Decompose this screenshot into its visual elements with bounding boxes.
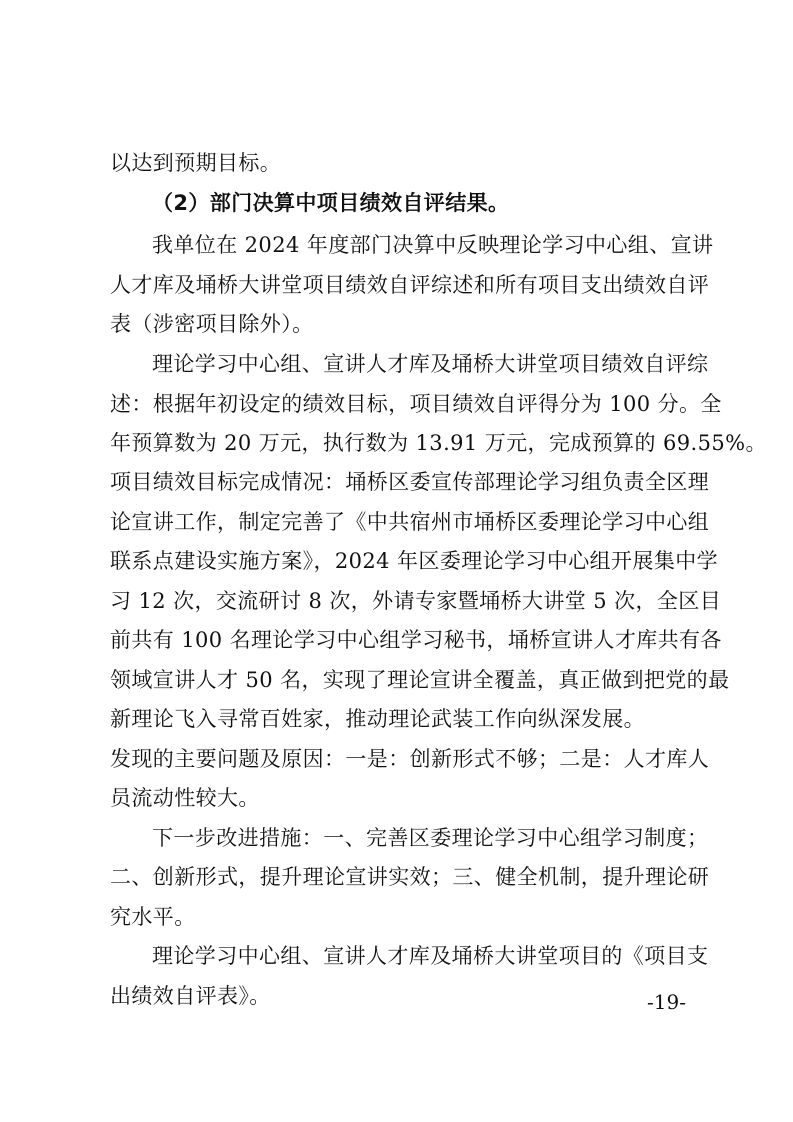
text-line: 下一步改进措施：一、完善区委理论学习中心组学习制度； — [152, 826, 709, 850]
text-line: 我单位在 2024 年度部门决算中反映理论学习中心组、宣讲 — [152, 233, 714, 257]
page-number: -19- — [647, 990, 686, 1014]
text-line: 联系点建设实施方案》，2024 年区委理论学习中心组开展集中学 — [110, 549, 719, 573]
text-line: 出绩效自评表》。 — [110, 984, 271, 1008]
text-line: 员流动性较大。 — [110, 786, 260, 810]
text-line: 述：根据年初设定的绩效目标，项目绩效自评得分为 100 分。全 — [110, 392, 722, 416]
text-line: 理论学习中心组、宣讲人才库及埇桥大讲堂项目的《项目支 — [152, 944, 709, 968]
text-line: 二、创新形式，提升理论宣讲实效；三、健全机制，提升理论研 — [110, 865, 710, 889]
text-line: 年预算数为 20 万元，执行数为 13.91 万元，完成预算的 69.55%。 — [110, 431, 767, 455]
text-line: 表（涉密项目除外）。 — [110, 312, 314, 336]
text-line: 前共有 100 名理论学习中心组学习秘书，埇桥宣讲人才库共有各 — [110, 628, 722, 652]
text-line: 以达到预期目标。 — [110, 151, 282, 175]
text-line: 领域宣讲人才 50 名，实现了理论宣讲全覆盖，真正做到把党的最 — [110, 668, 730, 692]
text-line: 理论学习中心组、宣讲人才库及埇桥大讲堂项目绩效自评综 — [152, 352, 709, 376]
section-heading: （2）部门决算中项目绩效自评结果。 — [152, 191, 510, 215]
text-line: 论宣讲工作，制定完善了《中共宿州市埇桥区委理论学习中心组 — [110, 510, 710, 534]
text-line: 发现的主要问题及原因：一是：创新形式不够；二是：人才库人 — [110, 747, 710, 771]
text-line: 人才库及埇桥大讲堂项目绩效自评综述和所有项目支出绩效自评 — [110, 273, 710, 297]
text-line: 新理论飞入寻常百姓家，推动理论武装工作向纵深发展。 — [110, 707, 645, 731]
text-line: 究水平。 — [110, 905, 196, 929]
text-line: 习 12 次，交流研讨 8 次，外请专家暨埇桥大讲堂 5 次，全区目 — [110, 589, 722, 613]
text-line: 项目绩效目标完成情况：埇桥区委宣传部理论学习组负责全区理 — [110, 470, 710, 494]
